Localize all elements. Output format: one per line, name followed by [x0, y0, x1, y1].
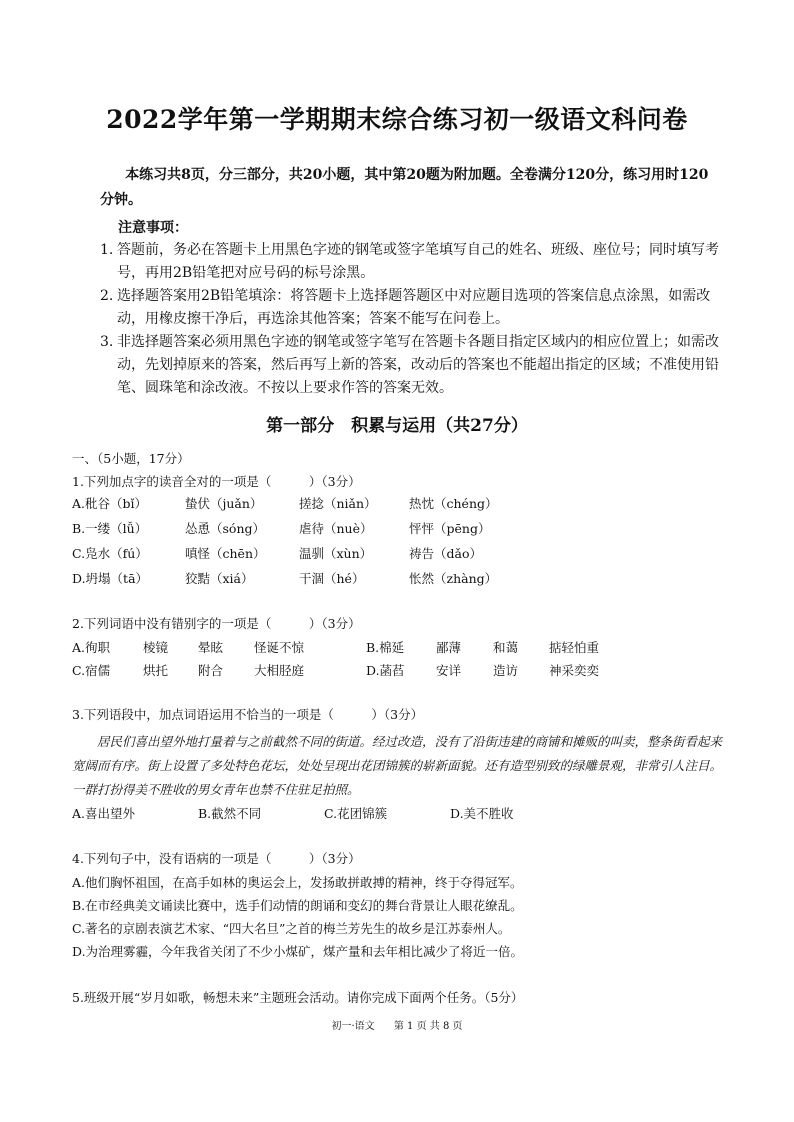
q1-cell: B.一缕（lǚ） [72, 521, 148, 536]
q4-option-c: C.著名的京剧表演艺术家、“四大名旦”之首的梅兰芳先生的故乡是江苏泰州人。 [72, 921, 511, 936]
q2-cell: C.宿儒 [72, 663, 111, 678]
note-text: 选择题答案用2B铅笔填涂：将答题卡上选择题答题区中对应题目选项的答案信息点涂黑，如需改动，用橡皮擦干净后，再选涂其他答案；答案不能写在问卷上。 [117, 288, 711, 327]
q2-cell: 鄙薄 [436, 640, 462, 655]
footer-page-number: 第 1 页 共 8 页 [393, 1021, 463, 1032]
q4-option-b: B.在市经典美文诵读比赛中，选手们动情的朗诵和变幻的舞台背景让人眼花缭乱。 [72, 898, 523, 913]
note-item [100, 239, 725, 285]
exam-intro: 本练习共8页，分三部分，共20小题，其中第20题为附加题。全卷满分120分，练习用时120分钟。 [100, 167, 709, 208]
q2-cell: A.徇职 [72, 640, 111, 655]
q1-cell: 狡黠（xiá） [185, 571, 254, 586]
question-5-stem: 5.班级开展“岁月如歌，畅想未来”主题班会活动。请你完成下面两个任务。（5分） [72, 990, 524, 1005]
question-2-stem: 2.下列词语中没有错别字的一项是（ ）（3分） [72, 616, 361, 631]
note-item [100, 285, 725, 331]
q4-option-a: A.他们胸怀祖国，在高手如林的奥运会上，发扬敢拼敢搏的精神，终于夺得冠军。 [72, 875, 523, 890]
q1-cell: 蛰伏（juǎn） [185, 496, 263, 511]
q2-cell: 掂轻怕重 [549, 640, 600, 655]
q3-option-b: B.截然不同 [198, 806, 262, 821]
question-1-stem: 1.下列加点字的读音全对的一项是（ ）（3分） [72, 474, 361, 489]
note-number: 1. [100, 242, 114, 258]
question-4-stem: 4.下列句子中，没有语病的一项是（ ）（3分） [72, 851, 361, 866]
q1-cell: 干涸（hé） [299, 571, 365, 586]
q2-cell: 造访 [493, 663, 519, 678]
note-item [100, 331, 725, 400]
q2-cell: 大相胫庭 [254, 663, 305, 678]
note-text: 非选择题答案必须用黑色字迹的钢笔或签字笔写在答题卡各题目指定区域内的相应位置上；如需改动，先划掉原来的答案，然后再写上新的答案，改动后的答案也不能超出指定的区域；不准使用铅笔、圆珠笔和涂改液。不按以上要求作答的答案无效。 [117, 334, 719, 396]
q2-cell: D.菡萏 [366, 663, 405, 678]
part-title: 第一部分 积累与运用（共27分） [266, 416, 528, 436]
q2-cell: 安详 [436, 663, 462, 678]
q2-cell: 和蔼 [493, 640, 519, 655]
q1-cell: 虐待（nuè） [299, 521, 373, 536]
page-footer [0, 1017, 794, 1032]
note-number: 3. [100, 334, 114, 350]
q2-cell: 棱镜 [143, 640, 169, 655]
q2-cell: 晕眩 [198, 640, 224, 655]
section-header: 一、（5小题，17分） [72, 451, 190, 466]
q1-cell: A.秕谷（bǐ） [72, 496, 148, 511]
note-text: 答题前，务必在答题卡上用黑色字迹的钢笔或签字笔填写自己的姓名、班级、座位号；同时填写考号，再用2B铅笔把对应号码的标号涂黑。 [117, 242, 719, 281]
q4-option-d: D.为治理雾霾，今年我省关闭了不少小煤矿，煤产量和去年相比减少了将近一倍。 [72, 944, 524, 959]
q2-cell: 神采奕奕 [549, 663, 600, 678]
q2-cell: 烘托 [143, 663, 169, 678]
notes-heading: 注意事项： [118, 220, 188, 236]
q1-cell: 怅然（zhàng） [409, 571, 498, 586]
note-number: 2. [100, 288, 114, 304]
q1-cell: C.凫水（fú） [72, 546, 148, 561]
q3-option-a: A.喜出望外 [72, 806, 136, 821]
q2-cell: 怪诞不惊 [254, 640, 305, 655]
q3-option-c: C.花团锦簇 [324, 806, 388, 821]
q1-cell: 嗔怪（chēn） [185, 546, 266, 561]
q1-cell: 搓捻（niǎn） [299, 496, 377, 511]
q1-cell: 怦怦（pēng） [409, 521, 491, 536]
q1-cell: 热忱（chéng） [409, 496, 498, 511]
q2-cell: 附合 [198, 663, 224, 678]
q1-cell: D.坍塌（tā） [72, 571, 149, 586]
q3-option-d: D.美不胜收 [450, 806, 514, 821]
q1-cell: 温驯（xùn） [299, 546, 373, 561]
q2-cell: B.棉延 [366, 640, 405, 655]
q1-cell: 怂恿（sóng） [185, 521, 265, 536]
exam-title: 2022学年第一学期期末综合练习初一级语文科问卷 [106, 105, 688, 134]
q3-passage: 居民们喜出望外地打量着与之前截然不同的街道。经过改造，没有了沿街违建的商铺和摊贩的叫卖，整条街看起来宽阔而有序。街上设置了多处特色花坛，处处呈现出花团锦簇的崭新面貌。还有造型别致的绿雕景观，非常引人注目。一群打扮得美不胜收的男女青年也禁不住驻足拍照。 [72, 734, 723, 797]
question-3-stem: 3.下列语段中，加点词语运用不恰当的一项是（ ）（3分） [72, 707, 424, 722]
footer-subject: 初一·语文 [331, 1021, 375, 1032]
q1-cell: 祷告（dǎo） [409, 546, 482, 561]
